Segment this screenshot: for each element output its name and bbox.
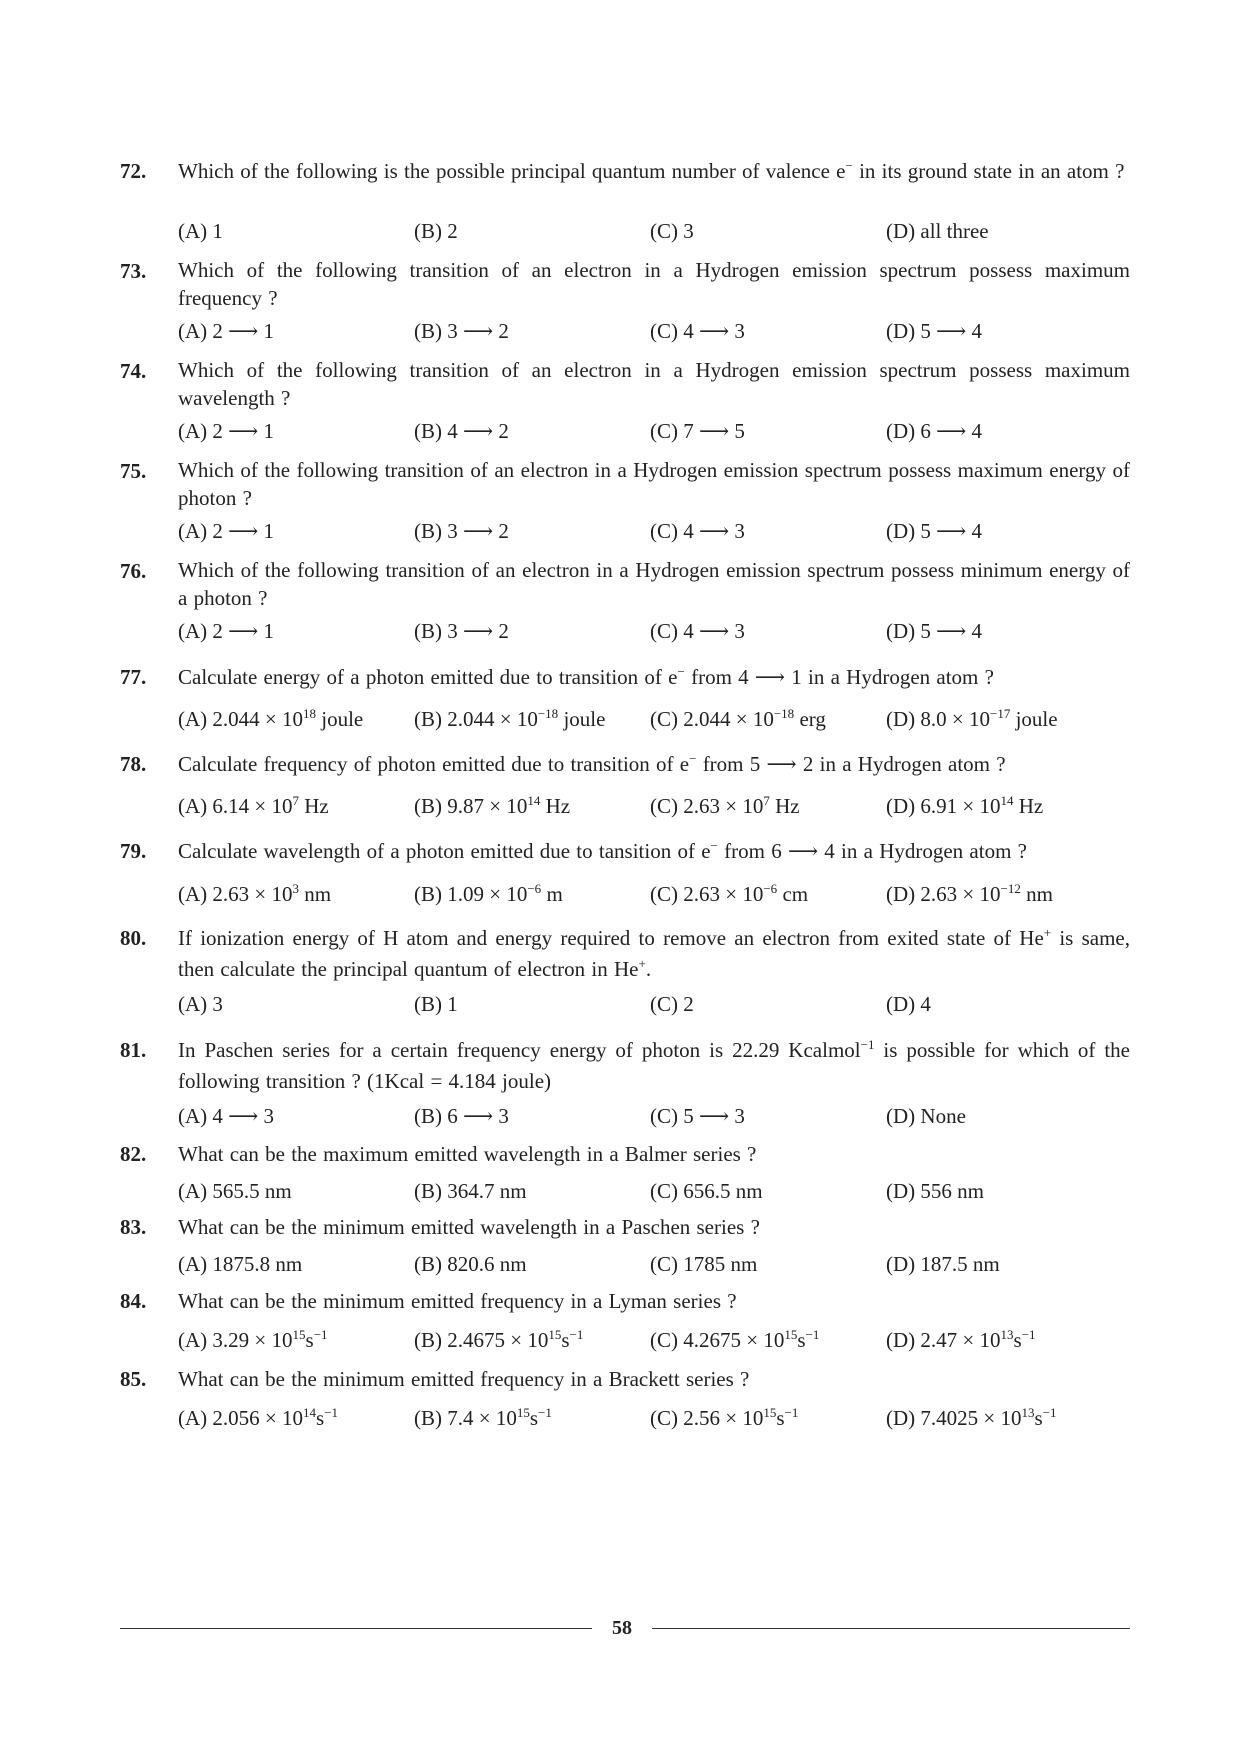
- answer-option-b: [414, 1248, 527, 1280]
- answer-option-c: [650, 1248, 757, 1280]
- answer-option-b: [414, 315, 509, 347]
- question-text: [178, 456, 1130, 512]
- text-run: m: [541, 882, 563, 906]
- question-number: 74.: [120, 359, 147, 383]
- superscript: 14: [1000, 793, 1014, 808]
- answer-option-c: [650, 878, 808, 910]
- text-run: Which of the following transition of an electron in a Hydrogen emission spectrum possess maximum frequency ?: [178, 258, 1130, 310]
- question-text: [178, 1286, 1130, 1317]
- answer-option-d: [886, 1402, 1057, 1434]
- superscript: −1: [538, 1405, 552, 1420]
- question-text: [178, 256, 1130, 312]
- text-run: (B) 820.6 nm: [414, 1252, 527, 1276]
- text-run: (B) 2.044 × 10: [414, 707, 538, 731]
- text-run: (D) 2.63 × 10: [886, 882, 1001, 906]
- text-run: What can be the maximum emitted wavelength in a Balmer series ?: [178, 1142, 757, 1166]
- answer-options: [178, 215, 1130, 247]
- text-run: (B) 2.4675 × 10: [414, 1328, 549, 1352]
- superscript: −: [845, 158, 853, 173]
- text-run: (A) 4 ⟶ 3: [178, 1104, 275, 1128]
- text-run: Which of the following transition of an electron in a Hydrogen emission spectrum possess maximum wavelength ?: [178, 358, 1130, 410]
- question-text: [178, 156, 1130, 187]
- answer-option-d: [886, 515, 982, 547]
- question-number: 72.: [120, 159, 147, 183]
- text-run: (A) 2.056 × 10: [178, 1406, 303, 1430]
- page-number: 58: [612, 1617, 632, 1639]
- text-run: (C) 7 ⟶ 5: [650, 419, 745, 443]
- answer-option-a: [178, 878, 331, 910]
- text-run: Hz: [769, 794, 800, 818]
- answer-option-a: [178, 1248, 302, 1280]
- text-run: in its ground state in an atom ?: [852, 159, 1125, 183]
- answer-options: [178, 1175, 1130, 1207]
- text-run: (A) 2 ⟶ 1: [178, 619, 275, 643]
- question-number: 83.: [120, 1215, 147, 1239]
- text-run: (C) 4 ⟶ 3: [650, 319, 745, 343]
- question-number: 79.: [120, 839, 147, 863]
- answer-option-a: [178, 315, 274, 347]
- answer-option-a: [178, 1402, 338, 1434]
- text-run: (D) 5 ⟶ 4: [886, 619, 983, 643]
- answer-option-d: [886, 790, 1043, 822]
- text-run: (D) 5 ⟶ 4: [886, 519, 983, 543]
- text-run: (D) 4: [886, 992, 931, 1016]
- superscript: 3: [292, 881, 299, 896]
- answer-option-b: [414, 1100, 509, 1132]
- answer-option-d: [886, 1100, 966, 1132]
- text-run: cm: [777, 882, 809, 906]
- answer-option-d: [886, 988, 931, 1020]
- superscript: 15: [763, 1405, 777, 1420]
- text-run: (C) 4.2675 × 10: [650, 1328, 785, 1352]
- superscript: −6: [527, 881, 542, 896]
- text-run: s: [1034, 1406, 1043, 1430]
- answer-option-a: [178, 1324, 328, 1356]
- text-run: s: [529, 1406, 539, 1430]
- text-run: (C) 2.044 × 10: [650, 707, 774, 731]
- text-run: (A) 6.14 × 10: [178, 794, 293, 818]
- question-number: 77.: [120, 665, 147, 689]
- answer-option-d: [886, 1324, 1036, 1356]
- superscript: −: [677, 664, 685, 679]
- text-run: (D) 2.47 × 10: [886, 1328, 1001, 1352]
- answer-option-c: [650, 1175, 763, 1207]
- text-run: (C) 2.63 × 10: [650, 794, 764, 818]
- text-run: from 4 ⟶ 1 in a Hydrogen atom ?: [684, 665, 994, 689]
- footer-rule-left: [120, 1628, 592, 1629]
- text-run: (D) 6 ⟶ 4: [886, 419, 983, 443]
- text-run: Hz: [1013, 794, 1044, 818]
- text-run: (B) 364.7 nm: [414, 1179, 527, 1203]
- answer-options: [178, 1402, 1130, 1434]
- text-run: s: [561, 1328, 570, 1352]
- superscript: 13: [1021, 1405, 1035, 1420]
- text-run: nm: [299, 882, 332, 906]
- text-run: (A) 2 ⟶ 1: [178, 319, 275, 343]
- text-run: s: [797, 1328, 806, 1352]
- superscript: −1: [313, 1327, 328, 1342]
- answer-option-c: [650, 703, 826, 735]
- footer-rule-right: [652, 1628, 1130, 1629]
- answer-option-c: [650, 1100, 745, 1132]
- text-run: (C) 1785 nm: [650, 1252, 758, 1276]
- answer-option-b: [414, 703, 605, 735]
- question-text: [178, 836, 1130, 867]
- answer-option-b: [414, 515, 509, 547]
- text-run: .: [645, 957, 652, 981]
- text-run: (A) 3.29 × 10: [178, 1328, 293, 1352]
- text-run: is possible for which of the following transition ? (1Kcal = 4.184 joule): [178, 1038, 1131, 1093]
- text-run: (B) 3 ⟶ 2: [414, 619, 509, 643]
- answer-options: [178, 1248, 1130, 1280]
- answer-option-d: [886, 703, 1058, 735]
- question-number: 84.: [120, 1289, 147, 1313]
- answer-option-a: [178, 790, 329, 822]
- text-run: erg: [794, 707, 826, 731]
- answer-option-c: [650, 515, 745, 547]
- answer-option-b: [414, 1402, 552, 1434]
- answer-option-c: [650, 315, 745, 347]
- text-run: from 5 ⟶ 2 in a Hydrogen atom ?: [696, 752, 1006, 776]
- answer-options: [178, 988, 1130, 1020]
- answer-options: [178, 315, 1130, 347]
- text-run: joule: [316, 707, 364, 731]
- superscript: −1: [860, 1037, 875, 1052]
- answer-option-a: [178, 703, 363, 735]
- question-text: [178, 1364, 1130, 1395]
- answer-option-d: [886, 315, 982, 347]
- question-text: [178, 662, 1130, 693]
- superscript: 14: [303, 1405, 316, 1420]
- answer-option-c: [650, 790, 800, 822]
- question-text: [178, 1139, 1130, 1170]
- answer-option-d: [886, 1175, 984, 1207]
- question-number: 80.: [120, 926, 147, 950]
- text-run: Hz: [299, 794, 329, 818]
- answer-options: [178, 703, 1130, 735]
- answer-option-a: [178, 215, 223, 247]
- text-run: s: [316, 1406, 325, 1430]
- answer-option-d: [886, 215, 989, 247]
- superscript: 15: [516, 1405, 530, 1420]
- text-run: (A) 2.044 × 10: [178, 707, 303, 731]
- question-text: [178, 1035, 1130, 1097]
- answer-option-b: [414, 988, 458, 1020]
- text-run: s: [776, 1406, 785, 1430]
- text-run: s: [305, 1328, 314, 1352]
- answer-option-c: [650, 1324, 819, 1356]
- superscript: 7: [763, 793, 770, 808]
- text-run: (D) 7.4025 × 10: [886, 1406, 1022, 1430]
- text-run: (B) 9.87 × 10: [414, 794, 528, 818]
- answer-option-d: [886, 878, 1053, 910]
- answer-option-b: [414, 790, 570, 822]
- answer-option-c: [650, 988, 694, 1020]
- text-run: (C) 2.63 × 10: [650, 882, 764, 906]
- text-run: (B) 1.09 × 10: [414, 882, 528, 906]
- answer-option-c: [650, 615, 745, 647]
- question-number: 81.: [120, 1038, 147, 1062]
- text-run: (A) 2 ⟶ 1: [178, 419, 275, 443]
- text-run: (B) 1: [414, 992, 458, 1016]
- text-run: (B) 2: [414, 219, 458, 243]
- answer-option-c: [650, 1402, 798, 1434]
- superscript: +: [638, 956, 646, 971]
- text-run: (C) 4 ⟶ 3: [650, 619, 745, 643]
- text-run: Which of the following transition of an electron in a Hydrogen emission spectrum possess minimum energy of a photon ?: [178, 558, 1130, 610]
- answer-options: [178, 790, 1130, 822]
- answer-options: [178, 1324, 1130, 1356]
- text-run: (A) 3: [178, 992, 223, 1016]
- text-run: Calculate wavelength of a photon emitted due to tansition of e: [178, 839, 711, 863]
- text-run: In Paschen series for a certain frequency energy of photon is 22.29 Kcalmol: [178, 1038, 861, 1062]
- text-run: (D) 556 nm: [886, 1179, 984, 1203]
- text-run: (B) 7.4 × 10: [414, 1406, 517, 1430]
- superscript: −18: [773, 706, 795, 721]
- answer-option-a: [178, 988, 223, 1020]
- superscript: −18: [537, 706, 559, 721]
- text-run: (D) 8.0 × 10: [886, 707, 990, 731]
- answer-options: [178, 415, 1130, 447]
- answer-option-b: [414, 615, 509, 647]
- answer-options: [178, 878, 1130, 910]
- text-run: What can be the minimum emitted frequency in a Brackett series ?: [178, 1367, 750, 1391]
- answer-option-d: [886, 615, 982, 647]
- text-run: (D) all three: [886, 219, 989, 243]
- superscript: −1: [569, 1327, 584, 1342]
- question-number: 76.: [120, 559, 147, 583]
- text-run: (C) 3: [650, 219, 694, 243]
- text-run: nm: [1020, 882, 1053, 906]
- text-run: (B) 6 ⟶ 3: [414, 1104, 509, 1128]
- text-run: (D) 187.5 nm: [886, 1252, 1000, 1276]
- text-run: What can be the minimum emitted frequency in a Lyman series ?: [178, 1289, 737, 1313]
- text-run: Calculate energy of a photon emitted due to transition of e: [178, 665, 678, 689]
- text-run: (C) 2: [650, 992, 694, 1016]
- superscript: −17: [990, 706, 1011, 721]
- question-text: [178, 1212, 1130, 1243]
- text-run: What can be the minimum emitted wavelength in a Paschen series ?: [178, 1215, 760, 1239]
- text-run: (C) 5 ⟶ 3: [650, 1104, 745, 1128]
- answer-option-b: [414, 1175, 527, 1207]
- superscript: −1: [324, 1405, 339, 1420]
- answer-option-c: [650, 415, 745, 447]
- answer-option-b: [414, 878, 563, 910]
- superscript: −1: [784, 1405, 799, 1420]
- question-number: 82.: [120, 1142, 147, 1166]
- superscript: −12: [1000, 881, 1021, 896]
- answer-option-d: [886, 415, 982, 447]
- superscript: −: [689, 751, 697, 766]
- answer-option-b: [414, 215, 458, 247]
- superscript: 18: [303, 706, 316, 721]
- text-run: (A) 565.5 nm: [178, 1179, 292, 1203]
- question-text: [178, 749, 1130, 780]
- superscript: −1: [805, 1327, 820, 1342]
- superscript: 13: [1000, 1327, 1014, 1342]
- text-run: Which of the following transition of an electron in a Hydrogen emission spectrum possess maximum energy of photon ?: [178, 458, 1130, 510]
- question-number: 73.: [120, 259, 147, 283]
- question-number: 78.: [120, 752, 147, 776]
- answer-options: [178, 1100, 1130, 1132]
- answer-option-a: [178, 615, 274, 647]
- superscript: +: [1043, 925, 1052, 940]
- text-run: (D) 6.91 × 10: [886, 794, 1001, 818]
- text-run: joule: [558, 707, 606, 731]
- text-run: (B) 4 ⟶ 2: [414, 419, 509, 443]
- answer-option-c: [650, 215, 694, 247]
- question-number: 85.: [120, 1367, 147, 1391]
- text-run: (A) 1875.8 nm: [178, 1252, 303, 1276]
- text-run: (D) 5 ⟶ 4: [886, 319, 983, 343]
- text-run: Which of the following is the possible principal quantum number of valence e: [178, 159, 846, 183]
- superscript: −1: [1042, 1405, 1057, 1420]
- answer-options: [178, 515, 1130, 547]
- answer-option-a: [178, 415, 274, 447]
- answer-options: [178, 615, 1130, 647]
- text-run: is same, then calculate the principal quantum of electron in He: [178, 926, 1130, 981]
- text-run: (D) None: [886, 1104, 966, 1128]
- answer-option-d: [886, 1248, 1000, 1280]
- text-run: Calculate frequency of photon emitted due to transition of e: [178, 752, 690, 776]
- question-text: [178, 356, 1130, 412]
- superscript: −: [710, 838, 718, 853]
- answer-option-a: [178, 515, 274, 547]
- text-run: s: [1013, 1328, 1022, 1352]
- text-run: (B) 3 ⟶ 2: [414, 319, 509, 343]
- superscript: −6: [763, 881, 778, 896]
- superscript: 15: [784, 1327, 798, 1342]
- text-run: (A) 2 ⟶ 1: [178, 519, 275, 543]
- superscript: 15: [292, 1327, 306, 1342]
- superscript: 14: [527, 793, 541, 808]
- text-run: Hz: [540, 794, 571, 818]
- text-run: from 6 ⟶ 4 in a Hydrogen atom ?: [717, 839, 1027, 863]
- answer-option-a: [178, 1175, 292, 1207]
- superscript: 7: [292, 793, 299, 808]
- text-run: (C) 656.5 nm: [650, 1179, 763, 1203]
- text-run: (C) 4 ⟶ 3: [650, 519, 745, 543]
- text-run: (A) 1: [178, 219, 223, 243]
- question-number: 75.: [120, 459, 147, 483]
- text-run: If ionization energy of H atom and energy required to remove an electron from exited state of He: [178, 926, 1044, 950]
- question-text: [178, 556, 1130, 612]
- question-text: [178, 923, 1130, 985]
- superscript: 15: [548, 1327, 562, 1342]
- text-run: joule: [1010, 707, 1058, 731]
- text-run: (C) 2.56 × 10: [650, 1406, 764, 1430]
- text-run: (A) 2.63 × 10: [178, 882, 293, 906]
- superscript: −1: [1021, 1327, 1036, 1342]
- answer-option-b: [414, 1324, 583, 1356]
- text-run: (B) 3 ⟶ 2: [414, 519, 509, 543]
- answer-option-a: [178, 1100, 274, 1132]
- answer-option-b: [414, 415, 509, 447]
